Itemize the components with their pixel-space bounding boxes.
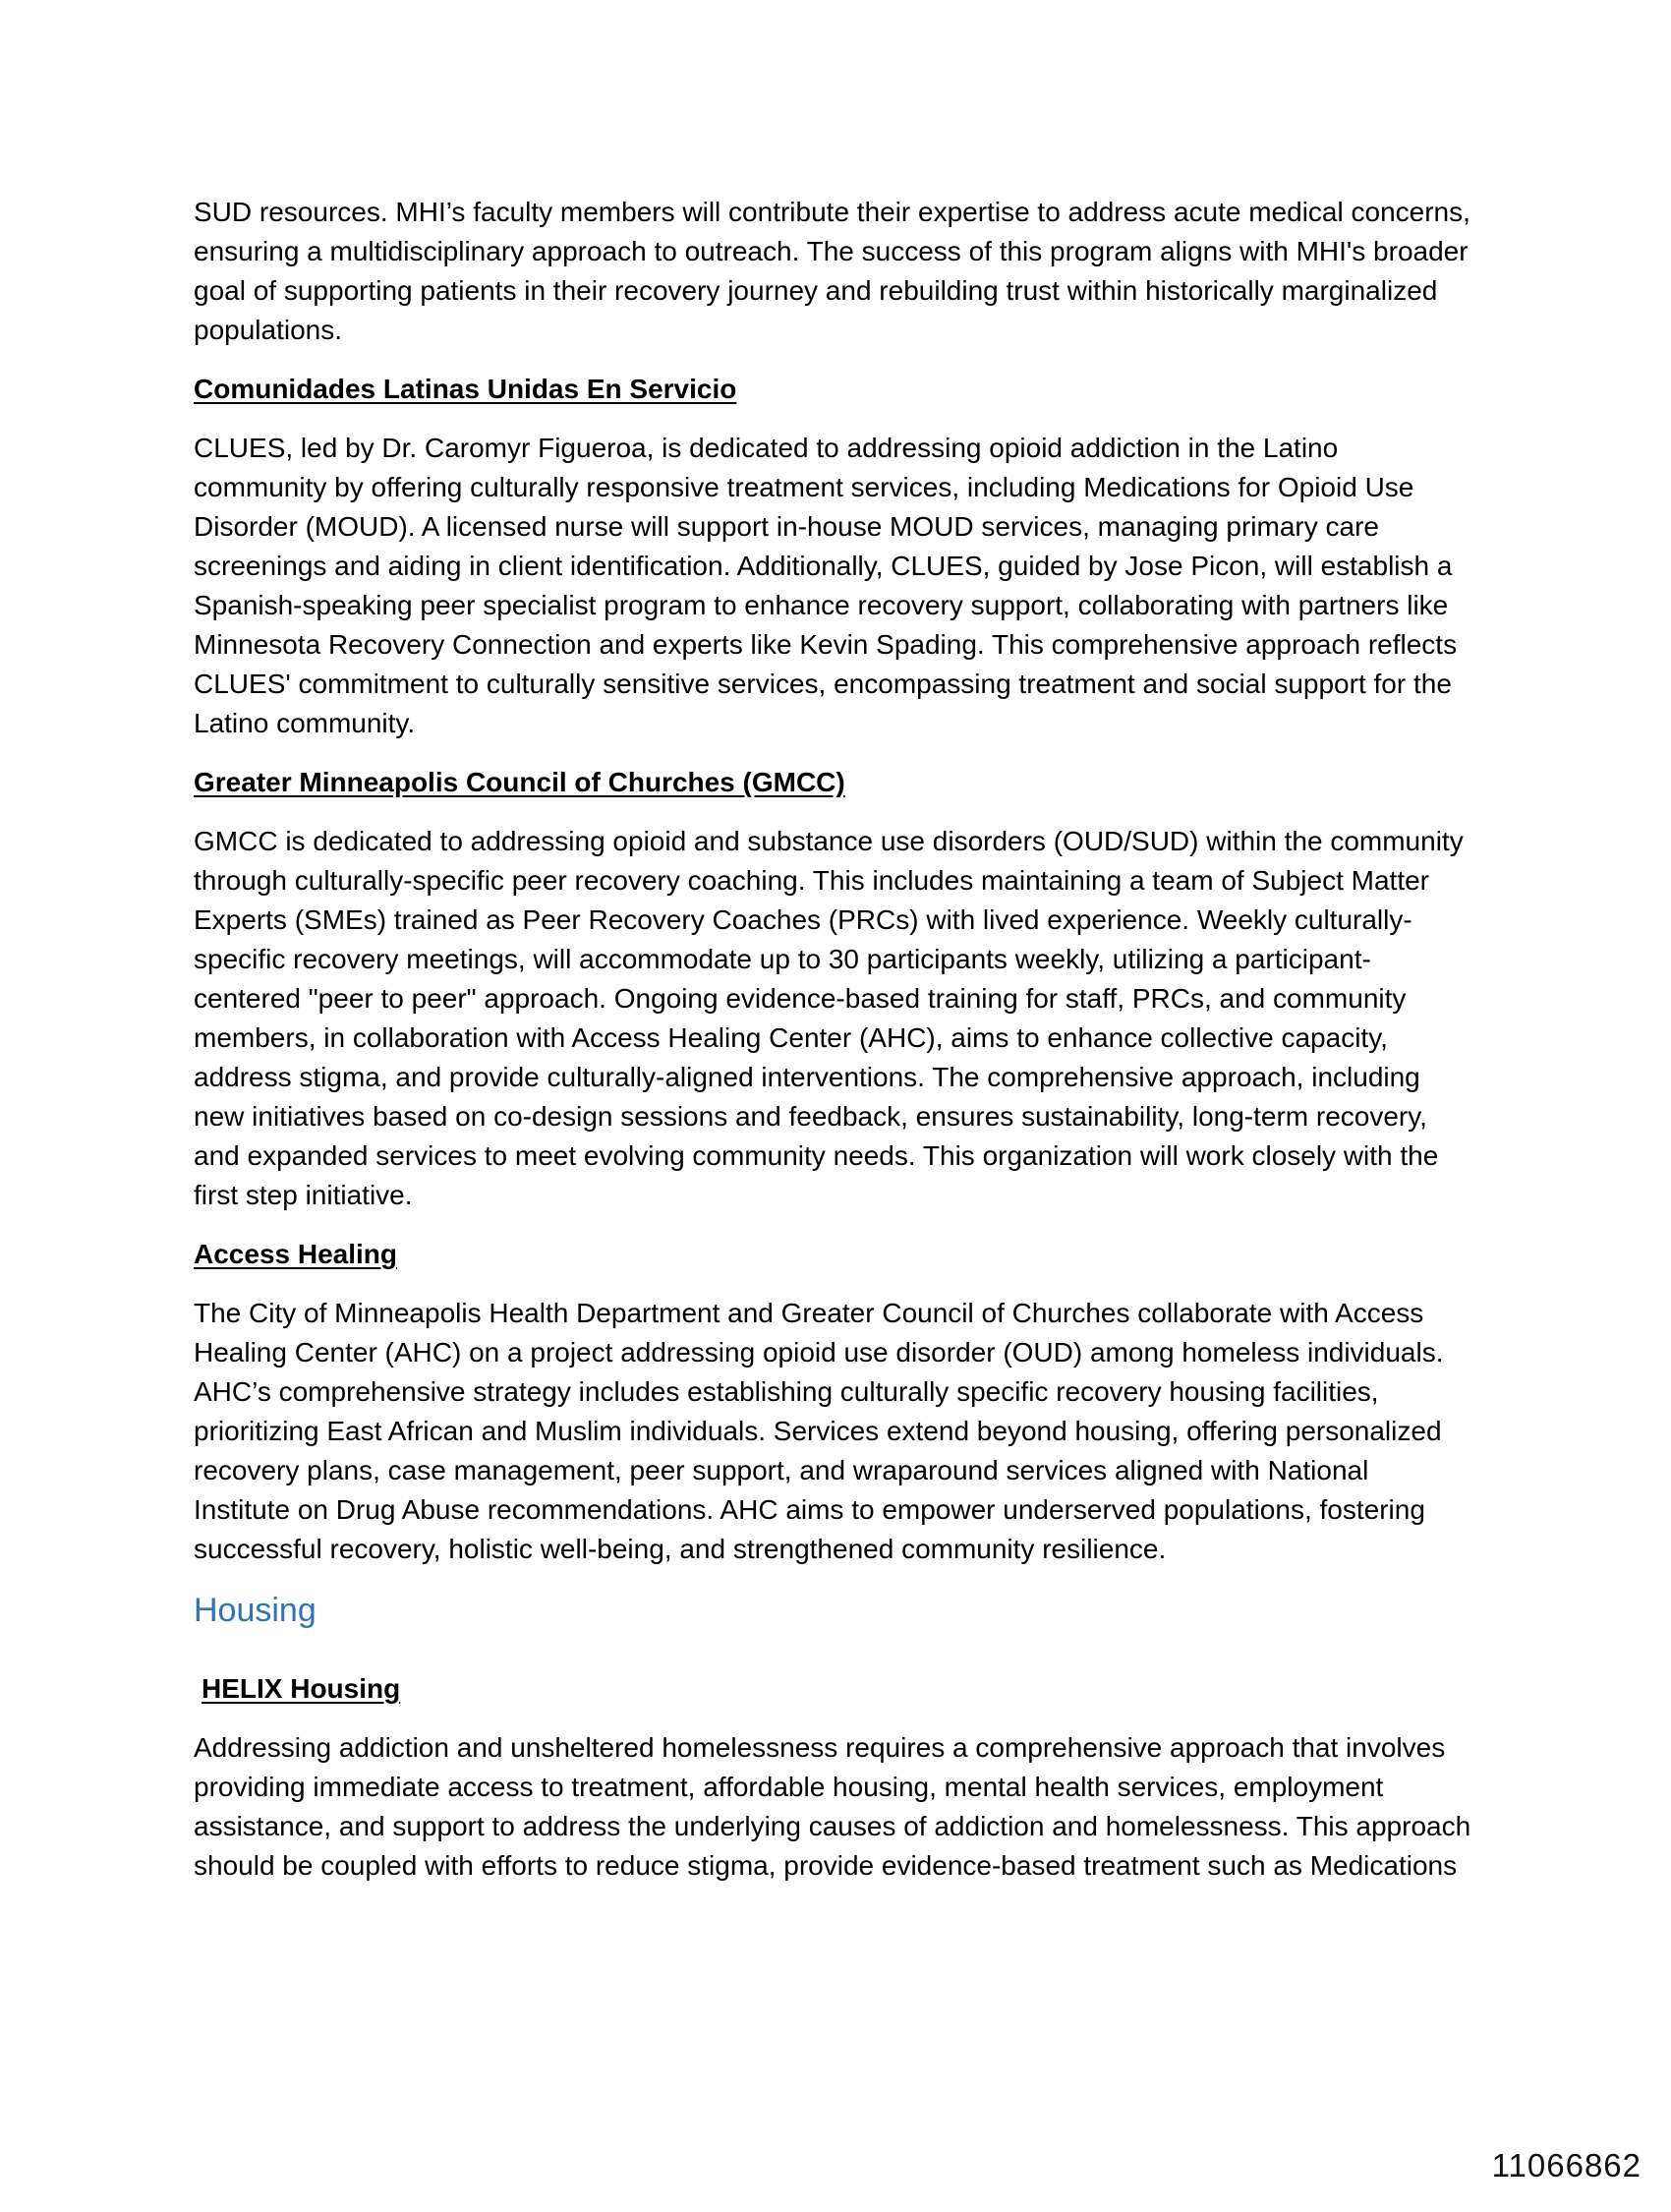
helix-paragraph: Addressing addiction and unsheltered homelessness requires a comprehensive approach that involves providing immediate access to treatment, affordable housing, mental health services, employment assistance, and support to address the underlying causes of addiction and homelessness. This approach should be coupled with efforts to reduce stigma, provide evidence-based treatment such as Medications: [194, 1732, 1471, 1881]
access-healing-paragraph: The City of Minneapolis Health Department and Greater Council of Churches collaborate with Access Healing Center (AHC) on a project addressing opioid use disorder (OUD) among homeless individuals. AHC’s comprehensive strategy includes establishing culturally specific recovery housing facilities, prioritizing East African and Muslim individuals. Services extend beyond housing, offering personalized recovery plans, case management, peer support, and wraparound services aligned with National Institute on Drug Abuse recommendations. AHC aims to empower underserved populations, fostering successful recovery, holistic well-being, and strengthened community resilience.: [194, 1298, 1444, 1564]
access-healing-section-title: Access Healing: [194, 1239, 397, 1269]
gmcc-section-title: Greater Minneapolis Council of Churches (GMCC): [194, 767, 845, 797]
clues-paragraph: CLUES, led by Dr. Caromyr Figueroa, is dedicated to addressing opioid addiction in the Latino community by offering culturally responsive treatment services, including Medications for Opioid Use Disorder (MOUD). A licensed nurse will support in-house MOUD services, managing primary care screenings and aiding in client identification. Additionally, CLUES, guided by Jose Picon, will establish a Spanish-speaking peer specialist program to enhance recovery support, collaborating with partners like Minnesota Recovery Connection and experts like Kevin Spading. This comprehensive approach reflects CLUES' commitment to culturally sensitive services, encompassing treatment and social support for the Latino community.: [194, 433, 1458, 738]
helix-section-title: HELIX Housing: [202, 1673, 401, 1704]
intro-paragraph: SUD resources. MHI’s faculty members will contribute their expertise to address acute medical concerns, ensuring a multidisciplinary approach to outreach. The success of this program aligns with MHI's broader goal of supporting patients in their recovery journey and rebuilding trust within historically marginalized populations.: [194, 197, 1470, 345]
gmcc-paragraph: GMCC is dedicated to addressing opioid and substance use disorders (OUD/SUD) within the community through culturally-specific peer recovery coaching. This includes maintaining a team of Subject Matter Experts (SMEs) trained as Peer Recovery Coaches (PRCs) with lived experience. Weekly culturally-specific recovery meetings, will accommodate up to 30 participants weekly, utilizing a participant-centered "peer to peer" approach. Ongoing evidence-based training for staff, PRCs, and community members, in collaboration with Access Healing Center (AHC), aims to enhance collective capacity, address stigma, and provide culturally-aligned interventions. The comprehensive approach, including new initiatives based on co-design sessions and feedback, ensures sustainability, long-term recovery, and expanded services to meet evolving community needs. This organization will work closely with the first step initiative.: [194, 826, 1464, 1210]
document-id: 11066862: [1491, 2147, 1642, 2183]
clues-section-title: Comunidades Latinas Unidas En Servicio: [194, 374, 737, 404]
housing-heading: Housing: [194, 1592, 317, 1629]
document-body: [194, 193, 1471, 1905]
